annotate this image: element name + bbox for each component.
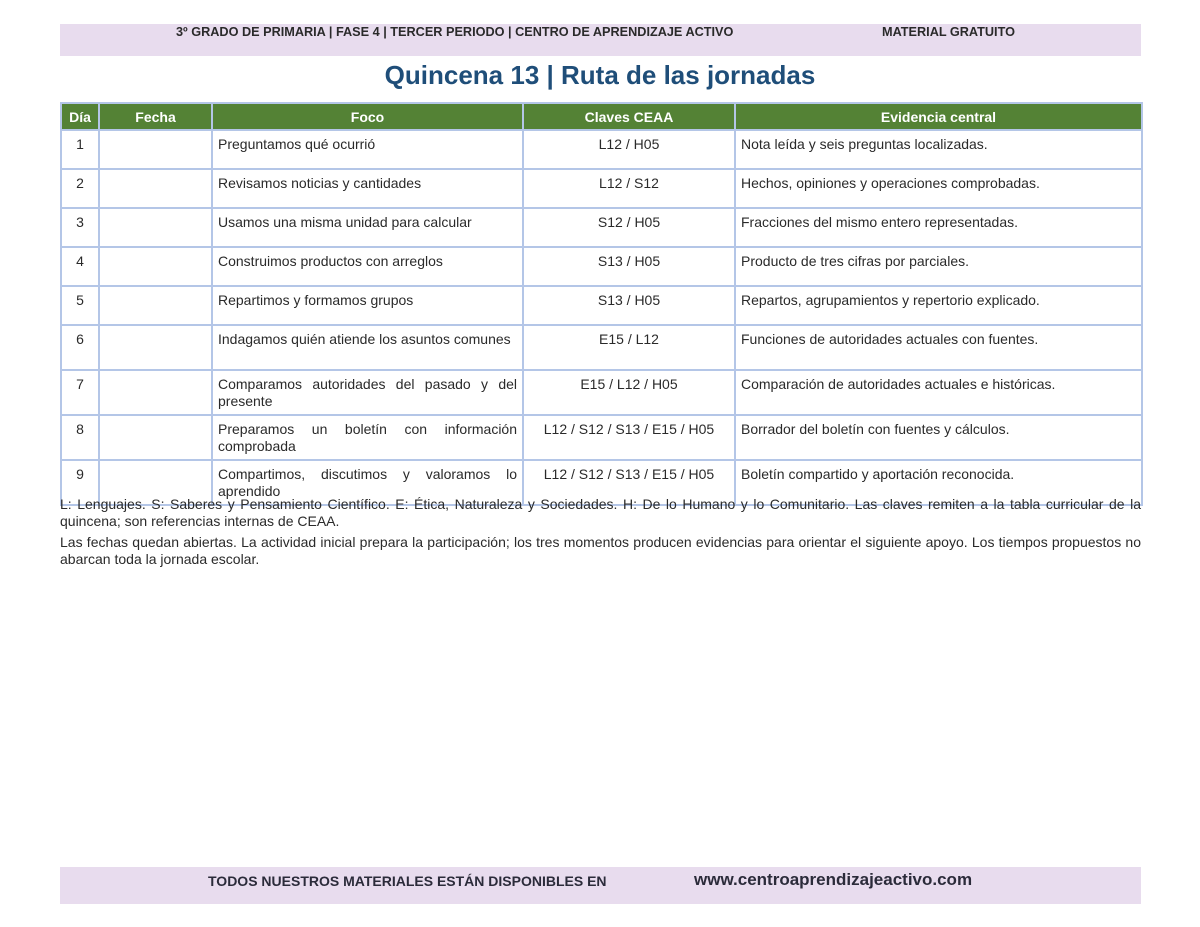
cell-evidencia: Borrador del boletín con fuentes y cálculos. [735, 415, 1142, 460]
cell-claves: L12 / H05 [523, 130, 735, 169]
page-title: Quincena 13 | Ruta de las jornadas [384, 60, 816, 90]
cell-evidencia: Repartos, agrupamientos y repertorio explicado. [735, 286, 1142, 325]
cell-claves: L12 / S12 / S13 / E15 / H05 [523, 415, 735, 460]
cell-evidencia: Fracciones del mismo entero representadas. [735, 208, 1142, 247]
cell-fecha [99, 415, 212, 460]
cell-evidencia: Comparación de autoridades actuales e históricas. [735, 370, 1142, 415]
table-header-row [61, 103, 1142, 130]
table-row [61, 208, 1142, 247]
table-row [61, 325, 1142, 370]
table-row [61, 169, 1142, 208]
cell-dia: 8 [61, 415, 99, 460]
table-row [61, 130, 1142, 169]
column-header-dia: Día [61, 103, 99, 130]
column-header-foco: Foco [212, 103, 523, 130]
cell-claves: L12 / S12 / S13 / E15 / H05 [523, 460, 735, 505]
column-header-evidencia: Evidencia central [735, 103, 1142, 130]
cell-dia: 7 [61, 370, 99, 415]
table-row [61, 370, 1142, 415]
cell-dia: 1 [61, 130, 99, 169]
cell-fecha [99, 130, 212, 169]
cell-claves: E15 / L12 [523, 325, 735, 370]
cell-fecha [99, 247, 212, 286]
cell-claves: S13 / H05 [523, 247, 735, 286]
cell-fecha [99, 169, 212, 208]
schedule-table [60, 102, 1143, 506]
header-band [60, 24, 1141, 56]
cell-fecha [99, 208, 212, 247]
cell-foco: Repartimos y formamos grupos [212, 286, 523, 325]
legend-note: L: Lenguajes. S: Saberes y Pensamiento Científico. E: Ética, Naturaleza y Sociedades. H: De lo Humano y lo Comunitario. Las claves remiten a la tabla curricular de la quincena; son referencias internas de CEAA. [60, 496, 1141, 529]
cell-foco: Construimos productos con arreglos [212, 247, 523, 286]
cell-evidencia: Hechos, opiniones y operaciones comprobadas. [735, 169, 1142, 208]
cell-foco: Preparamos un boletín con información comprobada [212, 415, 523, 460]
cell-foco: Indagamos quién atiende los asuntos comunes [212, 325, 523, 370]
header-grade-info: 3º GRADO DE PRIMARIA | FASE 4 | TERCER PERIODO | CENTRO DE APRENDIZAJE ACTIVO [176, 25, 734, 39]
cell-foco: Usamos una misma unidad para calcular [212, 208, 523, 247]
cell-foco: Comparamos autoridades del pasado y del presente [212, 370, 523, 415]
cell-foco: Compartimos, discutimos y valoramos lo aprendido [212, 460, 523, 505]
cell-claves: L12 / S12 [523, 169, 735, 208]
cell-dia: 2 [61, 169, 99, 208]
cell-dia: 9 [61, 460, 99, 505]
cell-evidencia: Funciones de autoridades actuales con fuentes. [735, 325, 1142, 370]
column-header-fecha: Fecha [99, 103, 212, 130]
table-row [61, 247, 1142, 286]
cell-evidencia: Producto de tres cifras por parciales. [735, 247, 1142, 286]
cell-dia: 6 [61, 325, 99, 370]
notes-section [60, 496, 1141, 572]
cell-claves: S13 / H05 [523, 286, 735, 325]
footer-url-link[interactable]: www.centroaprendizajeactivo.com [694, 870, 973, 889]
cell-evidencia: Nota leída y seis preguntas localizadas. [735, 130, 1142, 169]
header-free-material: MATERIAL GRATUITO [882, 25, 1015, 39]
cell-dia: 5 [61, 286, 99, 325]
cell-foco: Preguntamos qué ocurrió [212, 130, 523, 169]
footer-label: TODOS NUESTROS MATERIALES ESTÁN DISPONIBLES EN [208, 873, 607, 889]
footer-band [60, 867, 1141, 904]
cell-claves: E15 / L12 / H05 [523, 370, 735, 415]
cell-fecha [99, 286, 212, 325]
cell-foco: Revisamos noticias y cantidades [212, 169, 523, 208]
cell-evidencia: Boletín compartido y aportación reconocida. [735, 460, 1142, 505]
cell-dia: 4 [61, 247, 99, 286]
cell-dia: 3 [61, 208, 99, 247]
dates-note: Las fechas quedan abiertas. La actividad inicial prepara la participación; los tres momentos producen evidencias para orientar el siguiente apoyo. Los tiempos propuestos no abarcan toda la jornada escolar. [60, 534, 1141, 567]
column-header-claves: Claves CEAA [523, 103, 735, 130]
cell-claves: S12 / H05 [523, 208, 735, 247]
cell-fecha [99, 325, 212, 370]
table-row [61, 286, 1142, 325]
table-row [61, 415, 1142, 460]
cell-fecha [99, 370, 212, 415]
